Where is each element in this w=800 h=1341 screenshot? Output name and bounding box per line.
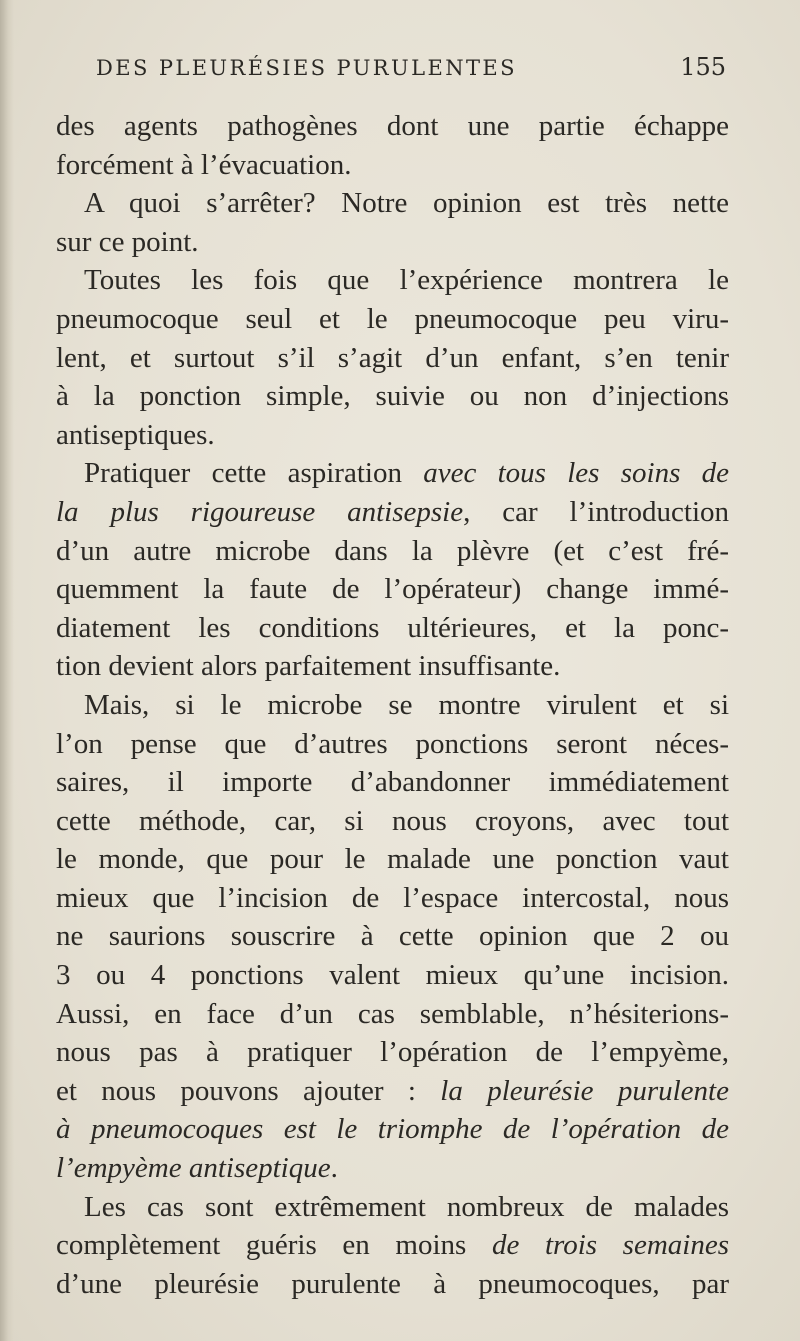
page-gutter-shadow: [0, 0, 14, 1341]
text-line: [56, 1265, 729, 1304]
text-segment: sur ce point.: [56, 225, 199, 258]
text-line: [56, 1188, 729, 1227]
text-line: [56, 686, 729, 725]
text-segment: , car l’introduction: [463, 495, 730, 528]
text-segment: Mais, si le microbe se montre virulent et si: [84, 688, 729, 721]
text-line: [56, 1226, 729, 1265]
italic-text-segment: à pneumocoques est le triomphe de l’opération de: [56, 1113, 729, 1146]
text-line: [56, 995, 729, 1034]
text-segment: mieux que l’incision de l’espace intercostal, nous: [56, 881, 729, 914]
text-line: [56, 493, 729, 532]
text-segment: .: [330, 1152, 338, 1185]
text-line: [56, 107, 729, 146]
text-segment: ne saurions souscrire à cette opinion que 2 ou: [56, 920, 729, 953]
text-line: [56, 1149, 729, 1188]
text-segment: antiseptiques.: [56, 418, 215, 451]
text-segment: quemment la faute de l’opérateur) change immé-: [56, 573, 729, 606]
text-line: [56, 223, 729, 262]
text-line: [56, 763, 729, 802]
text-line: [56, 1072, 729, 1111]
text-line: [56, 300, 729, 339]
text-line: [56, 879, 729, 918]
text-segment: à la ponction simple, suivie ou non d’injections: [56, 380, 729, 413]
italic-text-segment: l’empyème antiseptique: [56, 1152, 331, 1185]
text-segment: cette méthode, car, si nous croyons, avec tout: [56, 804, 729, 837]
text-segment: Les cas sont extrêmement nombreux de malades: [84, 1190, 729, 1223]
text-segment: diatement les conditions ultérieures, et la ponc-: [56, 611, 729, 644]
text-line: [56, 647, 729, 686]
text-line: [56, 532, 729, 571]
italic-text-segment: avec tous les soins de: [423, 457, 729, 490]
text-line: [56, 1033, 729, 1072]
text-line: [56, 261, 729, 300]
running-head-title: DES PLEURÉSIES PURULENTES: [96, 56, 517, 80]
text-line: [56, 184, 729, 223]
text-segment: Aussi, en face d’un cas semblable, n’hésiterions-: [56, 997, 729, 1030]
text-segment: le monde, que pour le malade une ponction vaut: [56, 843, 729, 876]
text-segment: A quoi s’arrêter? Notre opinion est très nette: [84, 187, 729, 220]
text-line: [56, 454, 729, 493]
text-segment: d’un autre microbe dans la plèvre (et c’est fré-: [56, 534, 729, 567]
text-line: [56, 917, 729, 956]
text-segment: 3 ou 4 ponctions valent mieux qu’une incision.: [56, 959, 729, 992]
text-line: [56, 1110, 729, 1149]
text-line: [56, 377, 729, 416]
text-line: [56, 416, 729, 455]
text-line: [56, 956, 729, 995]
italic-text-segment: la pleurésie purulente: [440, 1074, 729, 1107]
text-segment: lent, et surtout s’il s’agit d’un enfant, s’en tenir: [56, 341, 729, 374]
text-line: [56, 339, 729, 378]
text-segment: nous pas à pratiquer l’opération de l’empyème,: [56, 1036, 729, 1069]
italic-text-segment: de trois semaines: [491, 1229, 729, 1262]
text-line: [56, 570, 729, 609]
running-head: [96, 50, 726, 90]
text-segment: tion devient alors parfaitement insuffisante.: [56, 650, 561, 683]
text-segment: des agents pathogènes dont une partie échappe: [56, 110, 729, 142]
text-segment: Toutes les fois que l’expérience montrera le: [84, 264, 729, 297]
text-line: [56, 725, 729, 764]
body-text: [56, 107, 729, 1303]
text-segment: l’on pense que d’autres ponctions seront néces-: [56, 727, 729, 760]
text-line: [56, 802, 729, 841]
text-segment: saires, il importe d’abandonner immédiatement: [56, 766, 729, 799]
text-segment: pneumocoque seul et le pneumocoque peu viru-: [56, 302, 729, 335]
text-line: [56, 146, 729, 185]
text-segment: et nous pouvons ajouter :: [56, 1074, 441, 1107]
italic-text-segment: la plus rigoureuse antisepsie: [56, 495, 464, 528]
text-segment: d’une pleurésie purulente à pneumocoques, par: [56, 1267, 729, 1300]
text-line: [56, 840, 729, 879]
text-line: [56, 609, 729, 648]
text-segment: forcément à l’évacuation.: [56, 148, 352, 181]
text-segment: Pratiquer cette aspiration: [84, 457, 424, 490]
page-number: 155: [680, 53, 726, 81]
text-segment: complètement guéris en moins: [56, 1229, 492, 1262]
